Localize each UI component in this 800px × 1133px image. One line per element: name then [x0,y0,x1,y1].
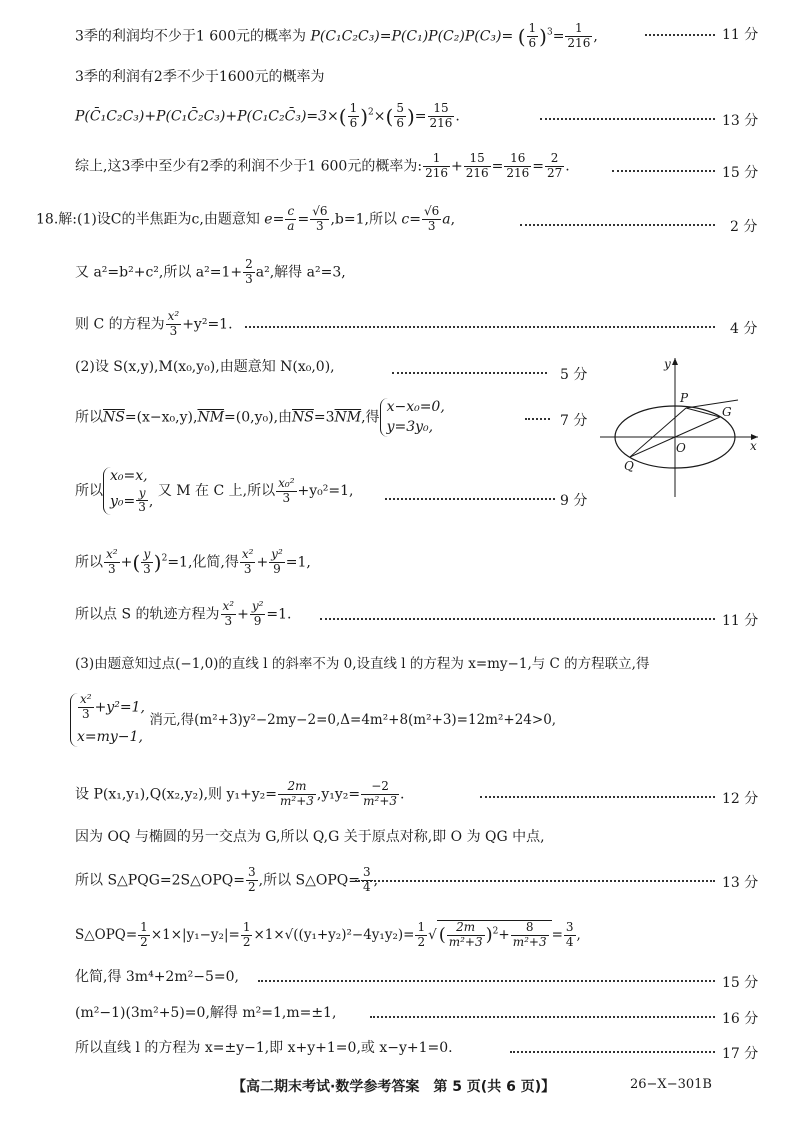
label-y: y [664,357,671,371]
text: 所以直线 l 的方程为 x=±y−1,即 x+y+1=0,或 x−y+1=0. [75,1040,453,1056]
score: 7 分 [560,413,588,429]
fraction: $\frac{\text{y²}}{9}$ [251,599,264,628]
score: 17 分 [722,1046,759,1062]
line-area: 所以 S△PQG=2S△OPQ= $\frac{3}{2}$ ,所以 S△OPQ= $\frac{3}{4}$ , [75,865,379,894]
line-vieta: 设 P(x₁,y₁),Q(x₂,y₂),则 y₁+y₂= $\frac{2m}{\text{m²+3}}$ ,y₁y₂= $\frac{-2}{\text{m²+3}}$ . [75,779,405,808]
dot-leader [510,1051,715,1053]
formula: P(C̄₁C₂C₃)+P(C₁C̄₂C₃)+P(C₁C₂C̄₃)=3× [75,108,339,125]
fraction: $\frac{\text{x₀²}}{3}$ [278,475,295,505]
line-solve-a: 又 a²=b²+c²,所以 a²=1+ $\frac{2}{3}$ a²,解得 a²=3, [75,257,346,286]
fraction: $\frac{\text{x²}}{3}$ [106,547,118,576]
line-prob-two-seasons [75,70,324,84]
line-ellipse-equation: 则 C 的方程为 $\frac{\text{x²}}{3}$ +y²=1. [75,309,233,338]
line-part3-setup [75,658,649,672]
fraction: $\frac{-2}{\text{m²+3}}$ [363,779,398,808]
text: (3)由题意知过点(−1,0)的直线 l 的斜率不为 0,设直线 l 的方程为 x=my−1,与 C 的方程联立,得 [75,656,650,672]
label-x: x [750,439,757,453]
dot-leader [525,418,550,420]
line-simplify: 所以 $\frac{\text{x²}}{3}$ +( $\frac{y}{3}$ )$^2$=1,化简,得 $\frac{\text{x²}}{3}$ + $\frac{\text{y²}}{9}$ =1, [75,547,311,576]
dot-leader [392,372,547,374]
text: 则 C 的方程为 [75,316,165,333]
score: 13 分 [722,113,759,129]
line-part2-setup [75,360,335,374]
line-eliminate: $\frac{\text{x²}}{3}$ +y²=1, x=my−1, 消元,得(m²+3)y²−2my−2=0,Δ=4m²+8(m²+3)=12m²+24>0, [70,693,556,747]
score: 2 分 [730,219,758,235]
dot-leader [612,170,715,172]
ellipse-figure [590,352,765,502]
dot-leader [520,224,715,226]
dot-leader [370,1016,715,1018]
text: (m²−1)(3m²+5)=0,解得 m²=1,m=±1, [75,1005,337,1021]
dot-leader [258,980,715,982]
score: 4 分 [730,321,758,337]
score: 15 分 [722,975,759,991]
text: (2)设 S(x,y),M(x₀,y₀),由题意知 N(x₀,0), [75,359,335,375]
line-symmetry [75,830,545,844]
text: 综上,这3季中至少有2季的利润不少于1 600元的概率为: [75,158,423,175]
label-o: O [676,441,686,455]
score: 11 分 [722,27,759,43]
formula: P(C₁C₂C₃)=P(C₁)P(C₂)P(C₃)= [310,28,514,45]
fraction: $\frac{1}{216}$ [567,21,591,50]
equation-system: x−x₀=0, y=3y₀, [380,398,445,437]
text: 因为 OQ 与椭圆的另一交点为 G,所以 Q,G 关于原点对称,即 O 为 QG 中点, [75,829,545,845]
score: 12 分 [722,791,759,807]
label-q: Q [624,459,634,473]
fraction: $\frac{16}{216}$ [506,151,530,180]
line-locus: 所以点 S 的轨迹方程为 $\frac{\text{x²}}{3}$ + $\frac{\text{y²}}{9}$ =1. [75,599,292,628]
score: 15 分 [722,165,759,181]
page-footer: 【高二期末考试·数学参考答案 第 5 页(共 6 页)】 [232,1079,556,1095]
fraction: $\frac{1}{6}$ [528,21,537,50]
fraction: $\frac{3}{4}$ [565,920,574,949]
fraction: $\frac{\text{x²}}{3}$ [222,599,235,628]
line-vectors: 所以$\overline{NS}=(x-x_0,y),\overline{NM}=(0,y_0)$,由$\overline{NS}=3\overline{NM}$,得 x−x₀=0, y=3y₀, [75,398,445,437]
score: 11 分 [722,613,759,629]
fraction: $\frac{1}{2}$ [242,920,251,949]
line-factor [75,1006,336,1020]
fraction: $\frac{2m}{\text{m²+3}}$ [280,779,314,808]
line-quartic [75,970,239,984]
line-area-formula: S△OPQ= $\frac{1}{2}$ ×1×|y₁−y₂|= $\frac{1}{2}$ ×1×√((y₁+y₂)²−4y₁y₂)= $\frac{1}{2}$ √ ( $\frac{2m}{\text{m²+3}}$ )$^2$+ $\frac{8}{\text{m²+3}}$ = $\frac{3}{4}$ , [75,920,581,949]
score: 5 分 [560,367,588,383]
score: 9 分 [560,493,588,509]
score: 13 分 [722,875,759,891]
fraction: $\frac{c}{a}$ [287,204,295,233]
dot-leader [385,498,555,500]
line-prob-all-three: 3季的利润均不少于1 600元的概率为 P(C₁C₂C₃)=P(C₁)P(C₂)P(C₃)= ( $\frac{1}{6}$ )$^3$= $\frac{1}{216}$ , [75,21,598,50]
text: 3季的利润有2季不少于1600元的概率为 [75,69,325,85]
text: 3季的利润均不少于1 600元的概率为 [75,28,306,45]
document-code: 26−X−301B [630,1077,712,1092]
label-g: G [722,405,732,419]
fraction: $\frac{1}{216}$ [425,151,448,180]
fraction: $\frac{√6}{3}$ [424,204,440,233]
fraction: $\frac{3}{4}$ [363,865,371,894]
fraction: $\frac{\text{x²}}{3}$ [241,547,254,576]
fraction: $\frac{1}{6}$ [349,101,358,130]
fraction: $\frac{\text{y²}}{9}$ [271,547,283,576]
text: 18.解:(1)设C的半焦距为c,由题意知 [36,211,260,228]
fraction: $\frac{2}{27}$ [546,151,563,180]
y-axis-arrow [672,358,678,365]
dot-leader [480,796,715,798]
dot-leader [645,34,715,36]
fraction: $\frac{15}{216}$ [465,151,489,180]
line-q18-part1: 18.解:(1)设C的半焦距为c,由题意知 e= $\frac{c}{a}$ = $\frac{√6}{3}$ ,b=1,所以 c= $\frac{√6}{3}$ a, [36,204,456,233]
fraction: $\frac{\text{x²}}{3}$ [167,309,180,338]
text: 又 a²=b²+c²,所以 a²=1+ [75,264,243,281]
line-final-answer [75,1041,453,1055]
exponent: 3 [546,27,553,38]
fraction: $\frac{2}{3}$ [245,257,253,286]
fraction: $\frac{√6}{3}$ [312,204,328,233]
dot-leader [355,880,715,882]
equation-system: x₀=x, y₀= $\frac{y}{3}$ , [103,467,153,515]
fraction: $\frac{3}{2}$ [248,865,256,894]
dot-leader [320,618,715,620]
fraction: $\frac{1}{2}$ [140,920,148,949]
dot-leader [245,326,715,328]
label-p: P [680,391,689,405]
equation-system: $\frac{\text{x²}}{3}$ +y²=1, x=my−1, [70,693,145,747]
score: 16 分 [722,1011,759,1027]
line-summary: 综上,这3季中至少有2季的利润不少于1 600元的概率为: $\frac{1}{216}$ + $\frac{15}{216}$ = $\frac{16}{216}$ = $\frac{2}{27}$ . [75,151,570,180]
fraction: $\frac{15}{216}$ [429,101,453,130]
line-substitute: 所以 x₀=x, y₀= $\frac{y}{3}$ , 又 M 在 C 上,所以 $\frac{\text{x₀²}}{3}$ +y₀²=1, [75,468,354,515]
dot-leader [540,118,715,120]
fraction: $\frac{5}{6}$ [396,101,404,130]
text: 化简,得 3m⁴+2m²−5=0, [75,969,239,985]
line-prob-formula: P(C̄₁C₂C₃)+P(C₁C̄₂C₃)+P(C₁C₂C̄₃)=3×( $\frac{1}{6}$ )$^2$×( $\frac{5}{6}$ )= $\frac{15}{216}$ . [75,101,460,130]
fraction: $\frac{1}{2}$ [417,920,426,949]
fraction: $\frac{y}{3}$ [143,547,151,576]
